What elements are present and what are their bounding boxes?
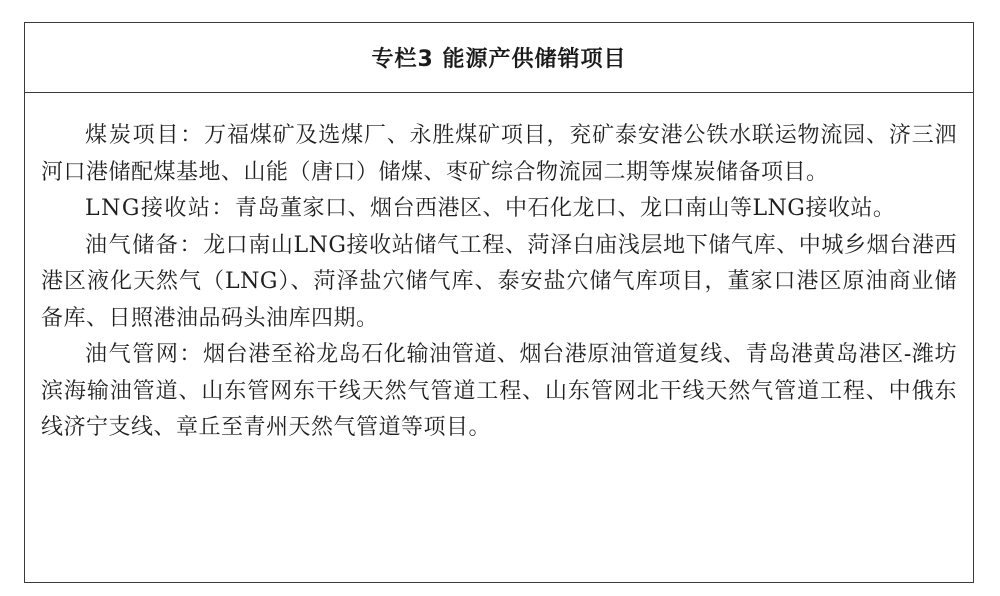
box-header <box>25 23 973 93</box>
section-lead: LNG接收站： <box>85 196 235 221</box>
section-lead: 油气储备： <box>85 232 204 258</box>
section-lng-terminals <box>41 191 957 228</box>
section-coal <box>41 118 957 191</box>
project-box <box>24 22 974 583</box>
section-lead: 煤炭项目： <box>85 123 205 148</box>
section-text: 龙口南山LNG接收站储气工程、菏泽白庙浅层地下储气库、中城乡烟台港西港区液化天然气（LNG）、菏泽盐穴储气库、泰安盐穴储气库项目，董家口港区原油商业储备库、日照港油品码头油库四期。 <box>41 232 957 331</box>
section-lead: 油气管网： <box>85 342 204 367</box>
box-title: 专栏3 能源产供储销项目 <box>371 47 627 72</box>
section-text: 青岛董家口、烟台西港区、中石化龙口、龙口南山等LNG接收站。 <box>234 196 896 221</box>
section-oil-gas-pipelines <box>41 337 957 447</box>
section-text: 万福煤矿及选煤厂、永胜煤矿项目，兖矿泰安港公铁水联运物流园、济三泗河口港储配煤基地、山能（唐口）储煤、枣矿综合物流园二期等煤炭储备项目。 <box>41 123 957 185</box>
section-text: 烟台港至裕龙岛石化输油管道、烟台港原油管道复线、青岛港黄岛港区-潍坊滨海输油管道、山东管网东干线天然气管道工程、山东管网北干线天然气管道工程、中俄东线济宁支线、章丘至青州天然气管道等项目。 <box>41 342 957 440</box>
section-oil-gas-storage <box>41 228 957 338</box>
box-body <box>25 93 973 447</box>
